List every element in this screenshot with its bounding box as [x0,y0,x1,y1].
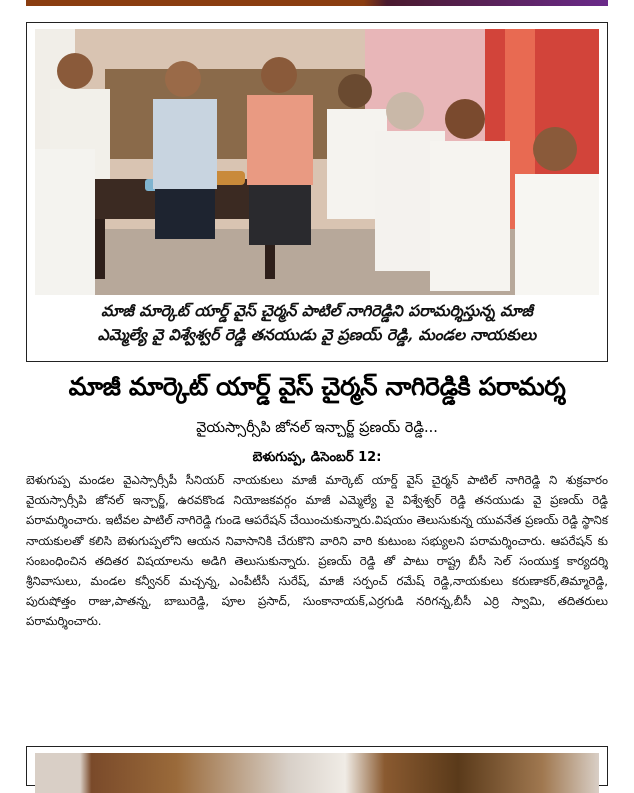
second-photo-frame [26,746,608,786]
subheadline: వైయస్సార్సీపి జోనల్ ఇన్చార్జ్ ప్రణయ్ రెడ్డి... [196,420,438,436]
second-photo [35,753,599,793]
headline: మాజీ మార్కెట్ యార్డ్ వైస్ చైర్మన్ నాగిరెడ్డికి పరామర్శ [68,372,566,401]
caption-line-2: ఎమ్మెల్యే వై విశ్వేశ్వర్ రెడ్డి తనయుడు వై ప్రణయ్ రెడ్డి, మండల నాయకులు [97,325,537,344]
dateline: బెళుగుప్ప, డిసెంబర్ 12: [252,450,382,465]
group-photo [35,29,599,295]
photo-caption [35,299,599,347]
article-body: బెళుగుప్ప మండల వైఎస్సార్సీపీ సీనియర్ నాయకులు మాజీ మార్కెట్ యార్డ్ వైస్ చైర్మన్ పాటిల్ నాగిరెడ్డి ని శుక్రవారం వైయస్సార్సీపి జోనల్ ఇన్చార్జ్, ఉరవకొండ నియోజకవర్గం మాజీ ఎమ్మెల్యే వై విశ్వేశ్వర్ రెడ్డి తనయుడు వై ప్రణయ్ రెడ్డి పరామర్శించారు. ఇటీవల పాటిల్ నాగిరెడ్డి గుండె ఆపరేషన్ చేయించుకున్నారు.విషయం తెలుసుకున్న యువనేత ప్రణయ్ రెడ్డి స్థానిక నాయకులతో కలిసి బెళుగుప్పలోని ఆయన నివాసానికి చేరుకొని వారిని వారి కుటుంబ సభ్యులని పరామర్శించారు. ఆపరేషన్ కు సంబంధించిన తదితర విషయాలను అడిగి తెలుసుకున్నారు. ప్రణయ్ రెడ్డి తో పాటు రాష్ట్ర బీసీ సెల్ సంయుక్త కార్యదర్శి శ్రీనివాసులు, మండల కన్వీనర్ మచ్చన్న, ఎంపీటీసీ సురేష్, మాజీ సర్పంచ్ రమేష్ రెడ్డి,నాయకులు కరుణాకర్,తిమ్మారెడ్డి, పురుషోత్తం రాజు,పాతన్న, బాబురెడ్డి, పూల ప్రసాద్, సుంకానాయక్,ఎర్రగుడి నరిగన్న,బీసీ ఎర్రి స్వామి, తదితరులు పరామర్శించారు. [26,473,608,629]
photo-frame [26,22,608,362]
header-color-bar [26,0,608,6]
group-photo-illustration [35,29,599,295]
caption-line-1: మాజీ మార్కెట్ యార్డ్ వైస్ చైర్మన్ పాటిల్ నాగిరెడ్డిని పరామర్శిస్తున్న మాజీ [101,301,533,320]
